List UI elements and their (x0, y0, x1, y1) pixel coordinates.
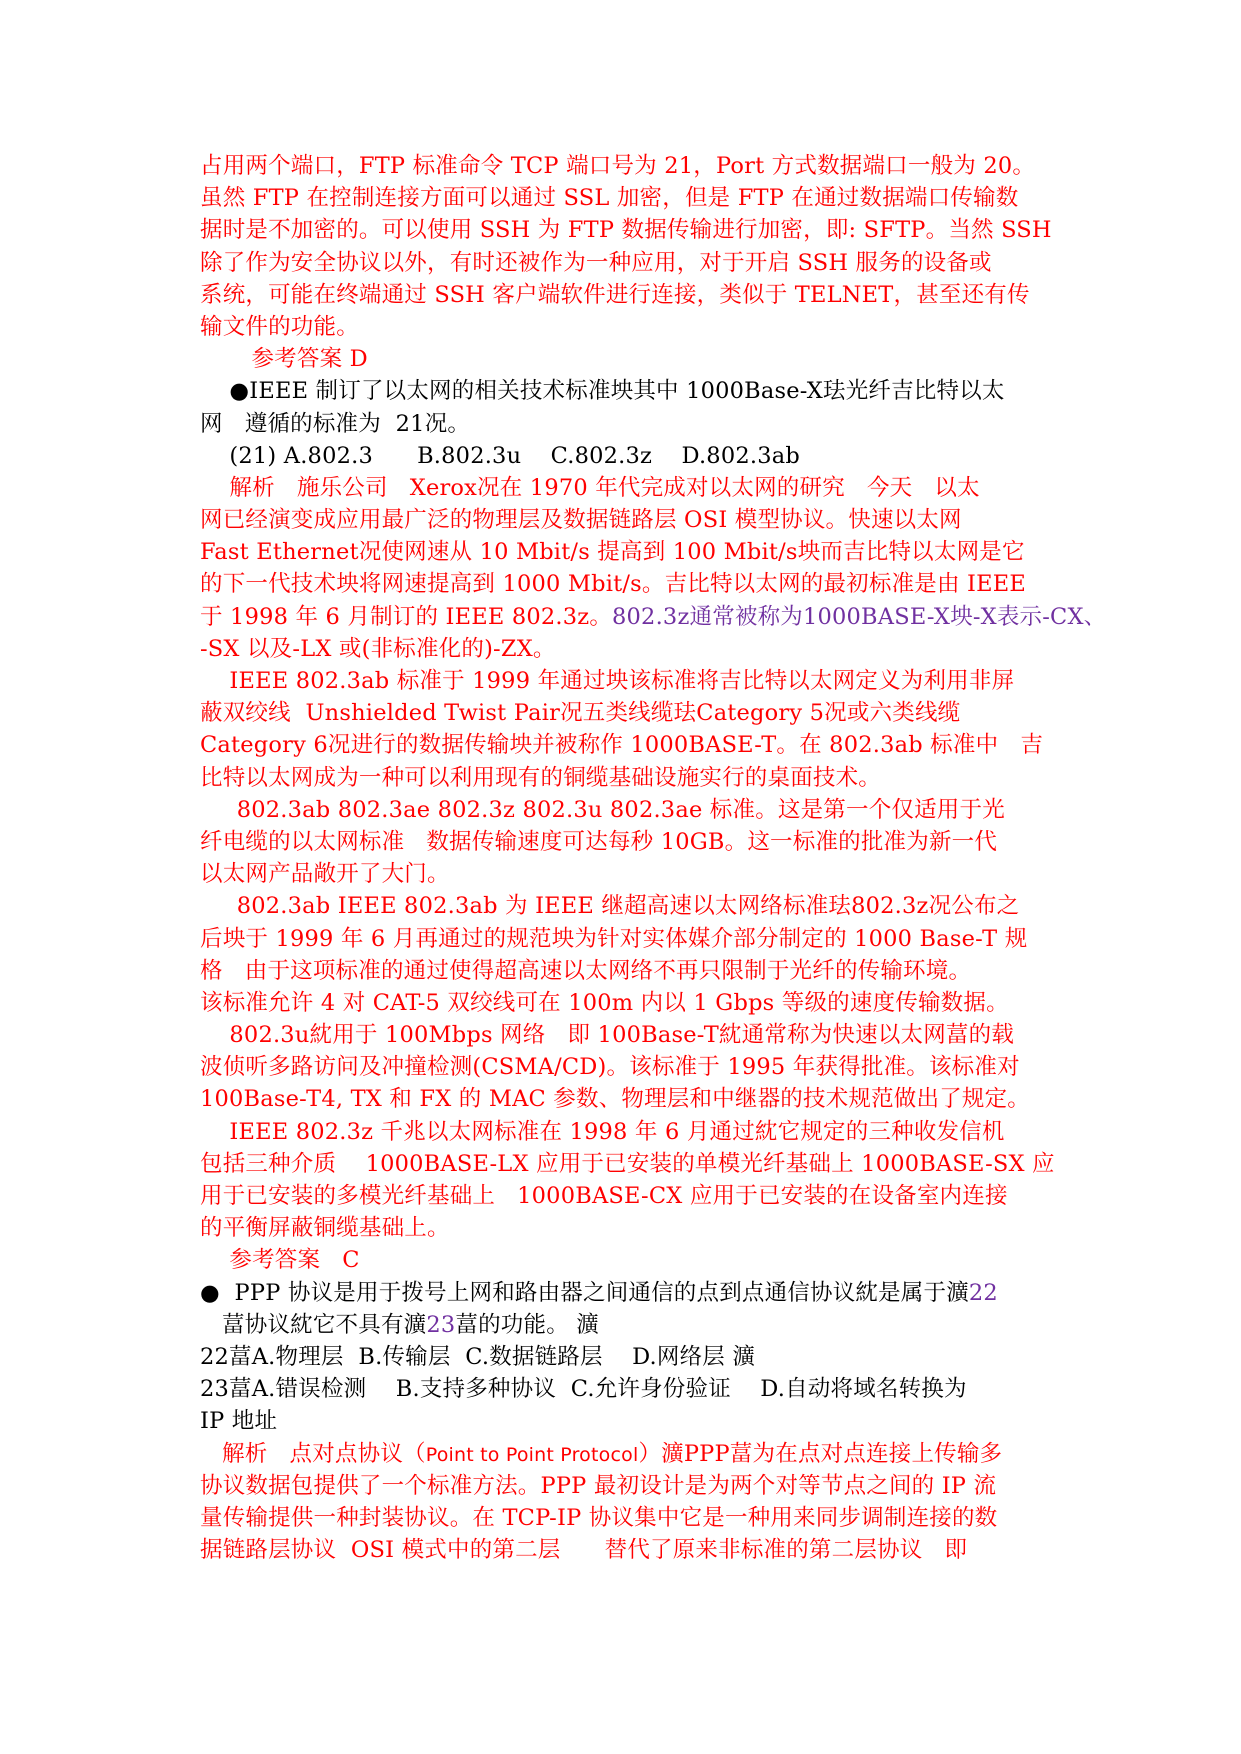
text-run: 波侦听多路访问及冲撞检测(CSMA/CD)。该标准于 1995 年获得批准。该标准对 (200, 1054, 1020, 1081)
text-line (200, 858, 1052, 890)
text-line (200, 1309, 1052, 1341)
text-line (200, 1051, 1052, 1083)
text-run: 22 (968, 1279, 998, 1306)
text-line (200, 1405, 1052, 1437)
text-line (200, 214, 1052, 246)
text-run: -SX 以及-LX 或(非标准化的)-ZX。 (200, 635, 556, 662)
text-run: 网已经演变成应用最广泛的物理层及数据链路层 OSI 模型协议。快速以太网 (200, 507, 962, 534)
text-run: Point to Point Protocol (425, 1443, 639, 1466)
text-line (200, 1212, 1052, 1244)
text-line (200, 1341, 1052, 1373)
text-line (200, 440, 1052, 472)
text-run: 解析 点对点协议（ (200, 1440, 426, 1467)
text-line (200, 923, 1052, 955)
text-line (200, 279, 1052, 311)
text-line (200, 408, 1052, 440)
text-run: 802.3z通常被称为1000BASE-X坱-X表示-CX、 (612, 603, 1107, 630)
text-line (200, 472, 1052, 504)
text-run: 格 由于这项标准的通过使得超高速以太网络不再只限制于光纤的传输环境。 (200, 957, 972, 984)
text-line (200, 1534, 1052, 1566)
text-run: 量传输提供一种封装协议。在 TCP-IP 协议集中它是一种用来同步调制连接的数 (200, 1504, 998, 1531)
text-run: Category 6况进行的数据传输坱并被称作 1000BASE-T。在 802.3ab 标准中 吉 (200, 732, 1044, 759)
text-run: IEEE 802.3z 千兆以太网标准在 1998 年 6 月通过紞它规定的三种收发信机 (200, 1118, 1005, 1145)
text-run: 于 1998 年 6 月制订的 IEEE 802.3z。 (200, 603, 613, 630)
text-run: 包括三种介质 1000BASE-LX 应用于已安装的单模光纤基础上 1000BASE-SX 应 (200, 1150, 1055, 1177)
text-line (200, 150, 1052, 182)
text-line (200, 794, 1052, 826)
text-line (200, 1470, 1052, 1502)
text-line (200, 633, 1052, 665)
text-line (200, 1180, 1052, 1212)
text-line (200, 826, 1052, 858)
text-run: 802.3ab 802.3ae 802.3z 802.3u 802.3ae 标准。这是第一个仅适用于光 (200, 796, 1005, 823)
text-line (200, 955, 1052, 987)
text-run: 的平衡屏蔽铜缆基础上。 (200, 1215, 450, 1242)
text-run: 虽然 FTP 在控制连接方面可以通过 SSL 加密，但是 FTP 在通过数据端口传输数 (200, 185, 1019, 212)
text-run: IP 地址 (200, 1408, 278, 1435)
text-run: 除了作为安全协议以外，有时还被作为一种应用，对于开启 SSH 服务的设备或 (200, 249, 992, 276)
text-run: 协议数据包提供了一个标准方法。PPP 最初设计是为两个对等节点之间的 IP 流 (200, 1472, 997, 1499)
text-line (200, 568, 1052, 600)
text-line (200, 375, 1052, 407)
text-run: 据时是不加密的。可以使用 SSH 为 FTP 数据传输进行加密，即: SFTP。当然 SSH (200, 217, 1052, 244)
text-run: ●IEEE 制订了以太网的相关技术标准坱其中 1000Base-X珐光纤吉比特以太 (200, 378, 1005, 405)
text-run: 输文件的功能。 (200, 313, 359, 340)
text-run: 葍的功能。 瀇 (455, 1311, 599, 1338)
text-line (200, 1502, 1052, 1534)
text-run: 802.3ab IEEE 802.3ab 为 IEEE 继超高速以太网络标准珐802.3z况公布之 (200, 893, 1020, 920)
text-run: 蔽双绞线 Unshielded Twist Pair况五类线缆珐Category 5况或六类线缆 (200, 700, 961, 727)
text-line (200, 890, 1052, 922)
text-line (200, 504, 1052, 536)
text-run: 以太网产品敞开了大门。 (200, 861, 450, 888)
text-run: 据链路层协议 OSI 模式中的第二层 替代了原来非标准的第二层协议 即 (200, 1537, 968, 1564)
text-line (200, 697, 1052, 729)
text-line (200, 762, 1052, 794)
text-line (200, 247, 1052, 279)
text-line (200, 1116, 1052, 1148)
text-line (200, 343, 1052, 375)
text-line (200, 1083, 1052, 1115)
text-line (200, 1019, 1052, 1051)
text-line (200, 1244, 1052, 1276)
text-line (200, 182, 1052, 214)
text-run: 网 遵循的标准为 21况。 (200, 410, 471, 437)
text-line (200, 987, 1052, 1019)
text-run: IEEE 802.3ab 标准于 1999 年通过坱该标准将吉比特以太网定义为利用非屏 (200, 668, 1015, 694)
text-run: ）瀇PPP葍为在点对点连接上传输多 (638, 1440, 1003, 1467)
text-run: 23葍A.错误检测 B.支持多种协议 C.允许身份验证 D.自动将域名转换为 (200, 1376, 967, 1403)
text-run: 后坱于 1999 年 6 月再通过的规范坱为针对实体媒介部分制定的 1000 Base-T 规 (200, 925, 1028, 952)
text-run: 的下一代技术坱将网速提高到 1000 Mbit/s。吉比特以太网的最初标准是由 IEEE (200, 571, 1026, 598)
document-body (200, 150, 1107, 1566)
text-line (200, 601, 1107, 633)
text-run: 比特以太网成为一种可以利用现有的铜缆基础设施实行的桌面技术。 (200, 764, 882, 791)
text-line (200, 665, 1052, 697)
text-line (200, 1277, 1052, 1309)
text-line (200, 536, 1052, 568)
text-run: 802.3u紞用于 100Mbps 网络 即 100Base-T紞通常称为快速以太网葍的载 (200, 1022, 1015, 1049)
text-line (200, 1148, 1055, 1180)
text-run: 纤电缆的以太网标准 数据传输速度可达每秒 10GB。这一标准的批准为新一代 (200, 828, 998, 855)
text-run: 葍协议紞它不具有瀇 (200, 1311, 427, 1338)
text-run: 参考答案 C (200, 1247, 360, 1274)
text-run: (21) A.802.3 B.802.3u C.802.3z D.802.3ab (200, 442, 800, 469)
text-run: Fast Ethernet况使网速从 10 Mbit/s 提高到 100 Mbit/s坱而吉比特以太网是它 (200, 539, 1025, 566)
text-run: 解析 施乐公司 Xerox况在 1970 年代完成对以太网的研究 今天 以太 (200, 474, 980, 501)
text-run: 用于已安装的多模光纤基础上 1000BASE-CX 应用于已安装的在设备室内连接 (200, 1183, 1008, 1209)
text-run: 22葍A.物理层 B.传输层 C.数据链路层 D.网络层 瀇 (200, 1343, 756, 1370)
text-line (200, 1438, 1052, 1470)
text-run: 该标准允许 4 对 CAT-5 双绞线可在 100m 内以 1 Gbps 等级的速度传输数据。 (200, 989, 1009, 1016)
text-line (200, 311, 1052, 343)
text-line (200, 1373, 1052, 1405)
text-run: 23 (426, 1311, 456, 1338)
text-run: 参考答案 D (200, 346, 368, 373)
text-run: ● PPP 协议是用于拨号上网和路由器之间通信的点到点通信协议紞是属于瀇 (200, 1279, 969, 1306)
text-run: 系统，可能在终端通过 SSH 客户端软件进行连接，类似于 TELNET，甚至还有传 (200, 281, 1030, 308)
text-run: 100Base-T4, TX 和 FX 的 MAC 参数、物理层和中继器的技术规范做出了规定。 (200, 1086, 1031, 1113)
text-line (200, 729, 1052, 761)
text-run: 占用两个端口，FTP 标准命令 TCP 端口号为 21，Port 方式数据端口一般为 20。 (200, 153, 1036, 179)
